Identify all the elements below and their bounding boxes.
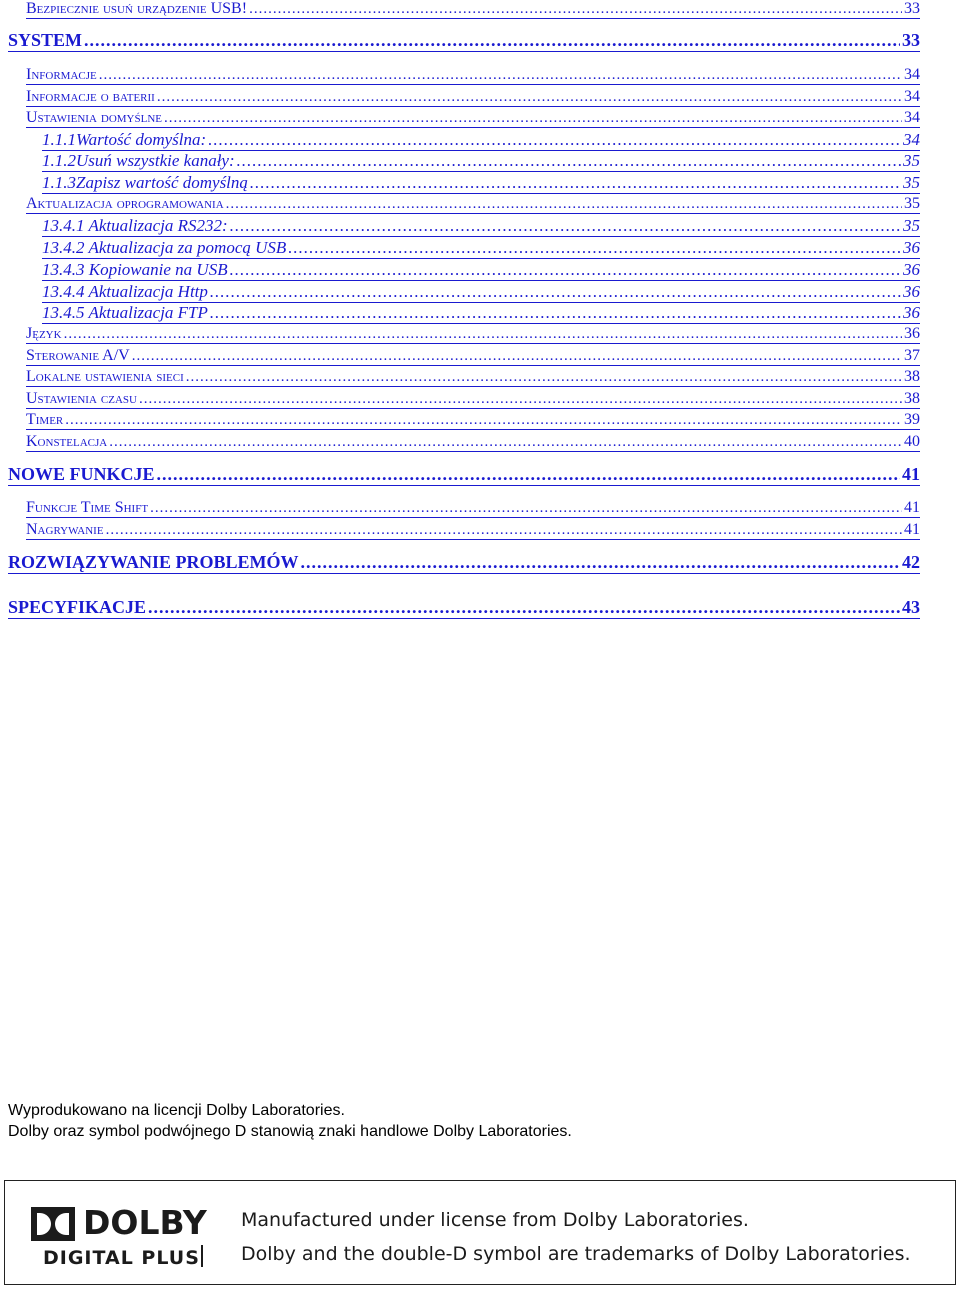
toc-leader-dots bbox=[99, 67, 902, 84]
toc-leader-dots bbox=[250, 173, 901, 193]
toc-entry[interactable] bbox=[26, 390, 920, 409]
toc-entry-label: Lokalne ustawienia sieci bbox=[26, 368, 184, 385]
toc-leader-dots bbox=[64, 326, 902, 343]
toc-entry-label: NOWE FUNKCJE bbox=[8, 464, 155, 484]
toc-entry-label: 13.4.4 Aktualizacja Http bbox=[42, 282, 208, 301]
toc-entry-page: 36 bbox=[903, 260, 920, 279]
toc-entry-label: Informacje bbox=[26, 66, 97, 83]
dolby-digital-plus-logo bbox=[31, 1203, 207, 1267]
toc-leader-dots bbox=[186, 369, 902, 386]
toc-leader-dots bbox=[288, 238, 901, 258]
toc-entry-page: 36 bbox=[903, 282, 920, 301]
toc-leader-dots bbox=[208, 130, 901, 150]
toc-entry-page: 34 bbox=[903, 130, 920, 149]
toc-entry-label: Ustawienia czasu bbox=[26, 390, 137, 407]
toc-leader-dots bbox=[226, 196, 902, 213]
toc-entry-label: SPECYFIKACJE bbox=[8, 597, 147, 617]
toc-entry-label: ROZWIĄZYWANIE PROBLEMÓW bbox=[8, 552, 299, 572]
toc-entry[interactable] bbox=[8, 597, 920, 619]
toc-entry-page: 41 bbox=[904, 521, 920, 538]
toc-leader-dots bbox=[230, 216, 901, 236]
toc-leader-dots bbox=[301, 552, 900, 573]
toc-entry-label: Ustawienia domyślne bbox=[26, 109, 163, 126]
toc-leader-dots bbox=[210, 303, 901, 323]
toc-entry-page: 41 bbox=[904, 499, 920, 516]
toc-entry-label: 13.4.1 Aktualizacja RS232: bbox=[42, 216, 228, 235]
toc-entry[interactable] bbox=[42, 238, 920, 259]
toc-entry-label: 1.1.1Wartość domyślna: bbox=[42, 130, 207, 149]
toc-entry[interactable] bbox=[26, 66, 920, 85]
toc-entry[interactable] bbox=[26, 411, 920, 430]
toc-entry[interactable] bbox=[8, 464, 920, 486]
license-notice-line-1: Wyprodukowano na licencji Dolby Laboratories. bbox=[8, 1102, 345, 1119]
toc-entry[interactable] bbox=[42, 173, 920, 194]
toc-entry-label: 1.1.2Usuń wszystkie kanały: bbox=[42, 151, 235, 170]
toc-entry-page: 37 bbox=[904, 347, 920, 364]
toc-entry-page: 35 bbox=[903, 216, 920, 235]
toc-entry[interactable] bbox=[42, 282, 920, 303]
toc-entry-label: 13.4.3 Kopiowanie na USB bbox=[42, 260, 228, 279]
toc-entry-label: SYSTEM bbox=[8, 30, 83, 50]
toc-entry[interactable] bbox=[8, 30, 920, 52]
toc-leader-dots bbox=[84, 30, 900, 51]
toc-entry-page: 42 bbox=[902, 552, 920, 572]
toc-entry-page: 34 bbox=[904, 66, 920, 83]
toc-entry[interactable] bbox=[26, 0, 920, 19]
toc-entry[interactable] bbox=[26, 433, 920, 452]
toc-entry-page: 33 bbox=[904, 0, 920, 17]
toc-entry-label: Nagrywanie bbox=[26, 521, 104, 538]
toc-entry[interactable] bbox=[26, 195, 920, 214]
dolby-logo-subtitle: DIGITAL PLUS bbox=[43, 1247, 200, 1269]
toc-leader-dots bbox=[132, 348, 902, 365]
toc-leader-dots bbox=[157, 89, 902, 106]
toc-entry-label: 1.1.3Zapisz wartość domyślną bbox=[42, 173, 248, 192]
toc-entry[interactable] bbox=[26, 325, 920, 344]
toc-entry-page: 35 bbox=[903, 173, 920, 192]
toc-entry[interactable] bbox=[42, 260, 920, 281]
toc-entry-label: Sterowanie A/V bbox=[26, 347, 130, 364]
toc-entry-label: 13.4.5 Aktualizacja FTP bbox=[42, 303, 208, 322]
toc-entry-page: 35 bbox=[903, 151, 920, 170]
toc-entry-page: 38 bbox=[904, 368, 920, 385]
toc-entry-page: 39 bbox=[904, 411, 920, 428]
toc-entry-page: 34 bbox=[904, 109, 920, 126]
dolby-license-line-1: Manufactured under license from Dolby Laboratories. bbox=[241, 1209, 749, 1231]
toc-leader-dots bbox=[65, 412, 902, 429]
toc-entry[interactable] bbox=[42, 303, 920, 324]
dolby-logo-word: DOLBY bbox=[83, 1203, 207, 1242]
toc-entry-page: 40 bbox=[904, 433, 920, 450]
logo-divider bbox=[201, 1245, 203, 1267]
toc-entry-page: 36 bbox=[903, 238, 920, 257]
toc-entry[interactable] bbox=[26, 368, 920, 387]
toc-entry[interactable] bbox=[26, 109, 920, 128]
license-notice bbox=[8, 1100, 572, 1142]
toc-entry[interactable] bbox=[26, 88, 920, 107]
toc-entry[interactable] bbox=[42, 151, 920, 172]
toc-entry-page: 38 bbox=[904, 390, 920, 407]
toc-leader-dots bbox=[164, 110, 902, 127]
toc-entry-label: Bezpiecznie usuń urządzenie USB! bbox=[26, 0, 248, 17]
toc-entry-label: Informacje o baterii bbox=[26, 88, 155, 105]
toc-leader-dots bbox=[150, 500, 902, 517]
toc-entry-label: 13.4.2 Aktualizacja za pomocą USB bbox=[42, 238, 287, 257]
toc-entry-label: Konstelacja bbox=[26, 433, 108, 450]
toc-leader-dots bbox=[157, 464, 900, 485]
toc-leader-dots bbox=[139, 391, 902, 408]
toc-entry-page: 35 bbox=[904, 195, 920, 212]
toc-entry[interactable] bbox=[26, 347, 920, 366]
toc-leader-dots bbox=[249, 1, 902, 18]
dolby-license-line-2: Dolby and the double-D symbol are trademarks of Dolby Laboratories. bbox=[241, 1243, 911, 1265]
double-d-icon bbox=[31, 1207, 75, 1241]
toc-leader-dots bbox=[230, 260, 901, 280]
toc-entry-page: 34 bbox=[904, 88, 920, 105]
toc-entry-label: Język bbox=[26, 325, 62, 342]
toc-leader-dots bbox=[148, 597, 900, 618]
toc-entry[interactable] bbox=[8, 552, 920, 574]
toc-entry[interactable] bbox=[42, 130, 920, 151]
toc-entry[interactable] bbox=[42, 216, 920, 237]
toc-entry-page: 33 bbox=[902, 30, 920, 50]
toc-entry-label: Aktualizacja oprogramowania bbox=[26, 195, 224, 212]
toc-entry-page: 43 bbox=[902, 597, 920, 617]
toc-leader-dots bbox=[210, 282, 901, 302]
toc-entry-label: Funkcje Time Shift bbox=[26, 499, 149, 516]
toc-leader-dots bbox=[106, 522, 902, 539]
toc-entry-page: 41 bbox=[902, 464, 920, 484]
toc-entry[interactable] bbox=[26, 521, 920, 540]
license-notice-line-2: Dolby oraz symbol podwójnego D stanowią znaki handlowe Dolby Laboratories. bbox=[8, 1123, 572, 1140]
toc-leader-dots bbox=[109, 434, 902, 451]
toc-entry-page: 36 bbox=[903, 303, 920, 322]
toc-leader-dots bbox=[237, 151, 901, 171]
toc-entry-page: 36 bbox=[904, 325, 920, 342]
toc-entry[interactable] bbox=[26, 499, 920, 518]
toc-entry-label: Timer bbox=[26, 411, 64, 428]
dolby-license-box bbox=[4, 1180, 956, 1285]
